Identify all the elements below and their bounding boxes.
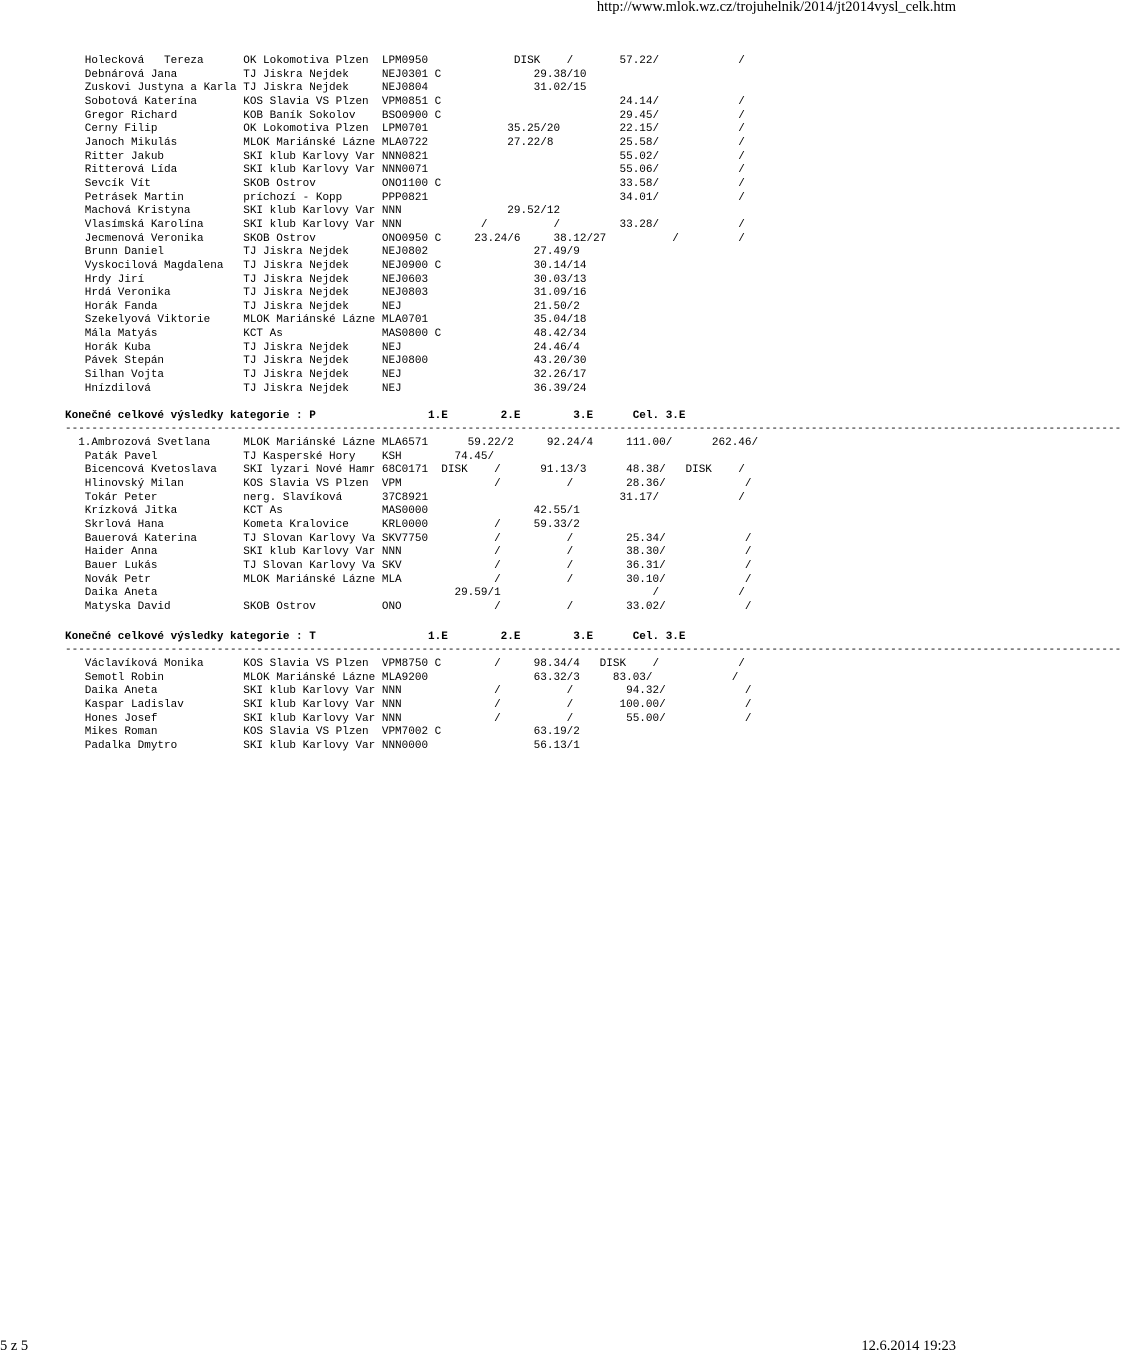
category-p-heading: Konečné celkové výsledky kategorie : P 1.E 2.E 3.E Cel. 3.E — [65, 410, 686, 422]
category-t-separator: ---------------------------------------------------------------------------------------------------------------------------------------------------------------- — [65, 644, 1121, 656]
category-p-separator: ---------------------------------------------------------------------------------------------------------------------------------------------------------------- — [65, 423, 1121, 435]
print-datetime: 12.6.2014 19:23 — [861, 1338, 956, 1354]
page-number: 5 z 5 — [0, 1338, 29, 1354]
page-url[interactable]: http://www.mlok.wz.cz/trojuhelnik/2014/jt2014vysl_celk.htm — [596, 0, 956, 15]
category-p-results: 1.Ambrozová Svetlana MLOK Mariánské Lázne MLA6571 59.22/2 92.24/4 111.00/ 262.46/ Paták Pavel TJ Kasperské Hory KSH 74.45/ Bicencová Kvetoslava SKI lyzari Nové Hamr 68C0171 DISK / 91.13/3 48.38/ DISK / Hlinovský Milan KOS Slavia VS Plzen VPM / / 28.36/ / Tokár Peter nerg. Slavíková 37C8921 31.17/ / Krízková Jitka KCT As MAS0000 42.55/1 Skrlová Hana Kometa Kralovice KRL0000 / 59.33/2 Bauerová Katerina TJ Slovan Karlovy Va SKV7750 / / 25.34/ / Haider Anna SKI klub Karlovy Var NNN / / 38.30/ / Bauer Lukás TJ Slovan Karlovy Va SKV / / 36.31/ / Novák Petr MLOK Mariánské Lázne MLA / / 30.10/ / Daika Aneta 29.59/1 / / Matyska David SKOB Ostrov ONO / / 33.02/ / — [78, 437, 759, 613]
category-t-results: Václavíková Monika KOS Slavia VS Plzen VPM8750 C / 98.34/4 DISK / / Semotl Robin MLOK Mariánské Lázne MLA9200 63.32/3 83.03/ / Daika Aneta SKI klub Karlovy Var NNN / / 94.32/ / Kaspar Ladislav SKI klub Karlovy Var NNN / / 100.00/ / Hones Josef SKI klub Karlovy Var NNN / / 55.00/ / Mikes Roman KOS Slavia VS Plzen VPM7002 C 63.19/2 Padalka Dmytro SKI klub Karlovy Var NNN0000 56.13/1 — [84, 658, 752, 752]
results-block-continued: Holecková Tereza OK Lokomotiva Plzen LPM0950 DISK / 57.22/ / Debnárová Jana TJ Jiskra Nejdek NEJ0301 C 29.38/10 Zuskovi Justyna a Karla TJ Jiskra Nejdek NEJ0804 31.02/15 Sobotová Katerína KOS Slavia VS Plzen VPM0851 C 24.14/ / Gregor Richard KOB Baník Sokolov BSO0900 C 29.45/ / Cerny Filip OK Lokomotiva Plzen LPM0701 35.25/20 22.15/ / Janoch Mikulás MLOK Mariánské Lázne MLA0722 27.22/8 25.58/ / Ritter Jakub SKI klub Karlovy Var NNN0821 55.02/ / Ritterová Lída SKI klub Karlovy Var NNN0071 55.06/ / Sevcík Vít SKOB Ostrov ONO1100 C 33.58/ / Petrásek Martin príchozí - Kopp PPP0821 34.01/ / Machová Kristyna SKI klub Karlovy Var NNN 29.52/12 Vlasímská Karolína SKI klub Karlovy Var NNN / / 33.28/ / Jecmenová Veronika SKOB Ostrov ONO0950 C 23.24/6 38.12/27 / / Brunn Daniel TJ Jiskra Nejdek NEJ0802 27.49/9 Vyskocilová Magdalena TJ Jiskra Nejdek NEJ0900 C 30.14/14 Hrdy Jirí TJ Jiskra Nejdek NEJ0603 30.03/13 Hrdá Veronika TJ Jiskra Nejdek NEJ0803 31.09/16 Horák Fanda TJ Jiskra Nejdek NEJ 21.50/2 Szekelyová Viktorie MLOK Mariánské Lázne MLA0701 35.04/18 Mála Matyás KCT As MAS0800 C 48.42/34 Horák Kuba TJ Jiskra Nejdek NEJ 24.46/4 Pávek Stepán TJ Jiskra Nejdek NEJ0800 43.20/30 Silhan Vojta TJ Jiskra Nejdek NEJ 32.26/17 Hnízdilová TJ Jiskra Nejdek NEJ 36.39/24 — [84, 55, 745, 395]
category-t-heading: Konečné celkové výsledky kategorie : T 1.E 2.E 3.E Cel. 3.E — [65, 631, 686, 643]
